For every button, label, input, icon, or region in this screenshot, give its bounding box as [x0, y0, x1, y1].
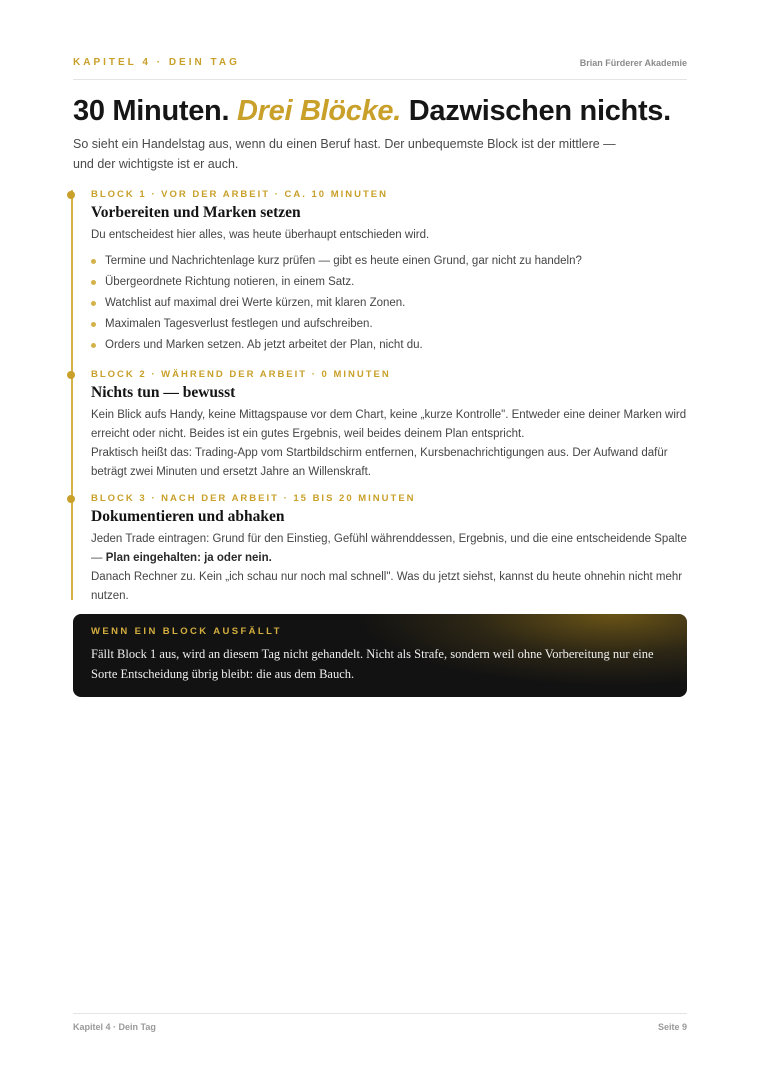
- timeline-dot: [67, 191, 75, 199]
- block-body-2: Danach Rechner zu. Kein „ich schau nur noch mal schnell". Was du jetzt siehst, kannst du heute ohnehin nicht mehr nutzen.: [91, 571, 683, 602]
- chapter-label: KAPITEL 4 · DEIN TAG: [73, 57, 240, 68]
- block-label: BLOCK 2 · WÄHREND DER ARBEIT · 0 MINUTEN: [91, 369, 391, 380]
- bullet-icon: [91, 343, 96, 348]
- block-label: BLOCK 3 · NACH DER ARBEIT · 15 BIS 20 MINUTEN: [91, 493, 416, 504]
- block-body: Kein Blick aufs Handy, keine Mittagspause vor dem Chart, keine „kurze Kontrolle". Entweder eine deiner Marken wird erreicht oder nicht. Beides ist ein gutes Ergebnis, weil beides deinem Plan entspricht.: [91, 409, 687, 440]
- page-footer: [73, 1013, 687, 1034]
- block-label: BLOCK 1 · VOR DER ARBEIT · CA. 10 MINUTEN: [91, 189, 388, 200]
- block-body: Du entscheidest hier alles, was heute überhaupt entschieden wird.: [91, 229, 430, 241]
- list-item-text: Übergeordnete Richtung notieren, in einem Satz.: [105, 276, 355, 288]
- timeline-line: [71, 190, 73, 600]
- block-heading: Nichts tun — bewusst: [91, 384, 236, 401]
- page-header: [73, 57, 687, 80]
- bullet-icon: [91, 301, 96, 306]
- title-part-2: Dazwischen nichts.: [408, 95, 671, 127]
- list-item-text: Watchlist auf maximal drei Werte kürzen, mit klaren Zonen.: [105, 297, 406, 309]
- callout-text: Fällt Block 1 aus, wird an diesem Tag nicht gehandelt. Nicht als Strafe, sondern weil ohne Vorbereitung nur eine Sorte Entscheidung übrig bleibt: die aus dem Bauch.: [91, 647, 654, 681]
- block-body-2: Praktisch heißt das: Trading-App vom Startbildschirm entfernen, Kursbenachrichtigungen aus. Der Aufwand dafür beträgt zwei Minuten und ersetzt Jahre an Willenskraft.: [91, 447, 668, 478]
- block-heading: Vorbereiten und Marken setzen: [91, 204, 301, 221]
- block-3: [91, 493, 687, 606]
- callout-label: WENN EIN BLOCK AUSFÄLLT: [91, 626, 282, 637]
- block-body-text: Jeden Trade eintragen: Grund für den Einstieg, Gefühl währenddessen, Ergebnis, und die eine entscheidende Spalte —: [91, 533, 687, 564]
- list-item: [91, 251, 687, 272]
- title-part-1: 30 Minuten.: [73, 95, 230, 127]
- list-item: [91, 293, 687, 314]
- intro-paragraph: So sieht ein Handelstag aus, wenn du einen Beruf hast. Der unbequemste Block ist der mittlere — und der wichtigste ist er auch.: [73, 137, 616, 171]
- page-number: Seite 9: [657, 1022, 687, 1032]
- list-item: [91, 272, 687, 293]
- list-item-text: Termine und Nachrichtenlage kurz prüfen — gibt es heute einen Grund, gar nicht zu handeln?: [105, 255, 582, 267]
- bullet-list: [91, 251, 687, 356]
- footer-chapter: Kapitel 4 · Dein Tag: [73, 1022, 156, 1032]
- list-item-text: Maximalen Tagesverlust festlegen und aufschreiben.: [105, 318, 373, 330]
- list-item-text: Orders und Marken setzen. Ab jetzt arbeitet der Plan, nicht du.: [105, 339, 423, 351]
- bullet-icon: [91, 280, 96, 285]
- bullet-icon: [91, 259, 96, 264]
- block-heading: Dokumentieren und abhaken: [91, 508, 285, 525]
- block-2: [91, 369, 687, 482]
- timeline-dot: [67, 371, 75, 379]
- brand-name: Brian Fürderer Akademie: [579, 58, 687, 68]
- timeline-dot: [67, 495, 75, 503]
- list-item: [91, 335, 687, 356]
- page-title: [73, 95, 671, 128]
- list-item: [91, 314, 687, 335]
- document-page: [73, 0, 687, 1076]
- title-accent: Drei Blöcke.: [236, 95, 402, 127]
- block-body: [91, 530, 687, 568]
- bullet-icon: [91, 322, 96, 327]
- callout-box: [73, 614, 687, 697]
- block-body-emphasis: Plan eingehalten: ja oder nein.: [105, 552, 272, 564]
- block-1: [91, 189, 687, 356]
